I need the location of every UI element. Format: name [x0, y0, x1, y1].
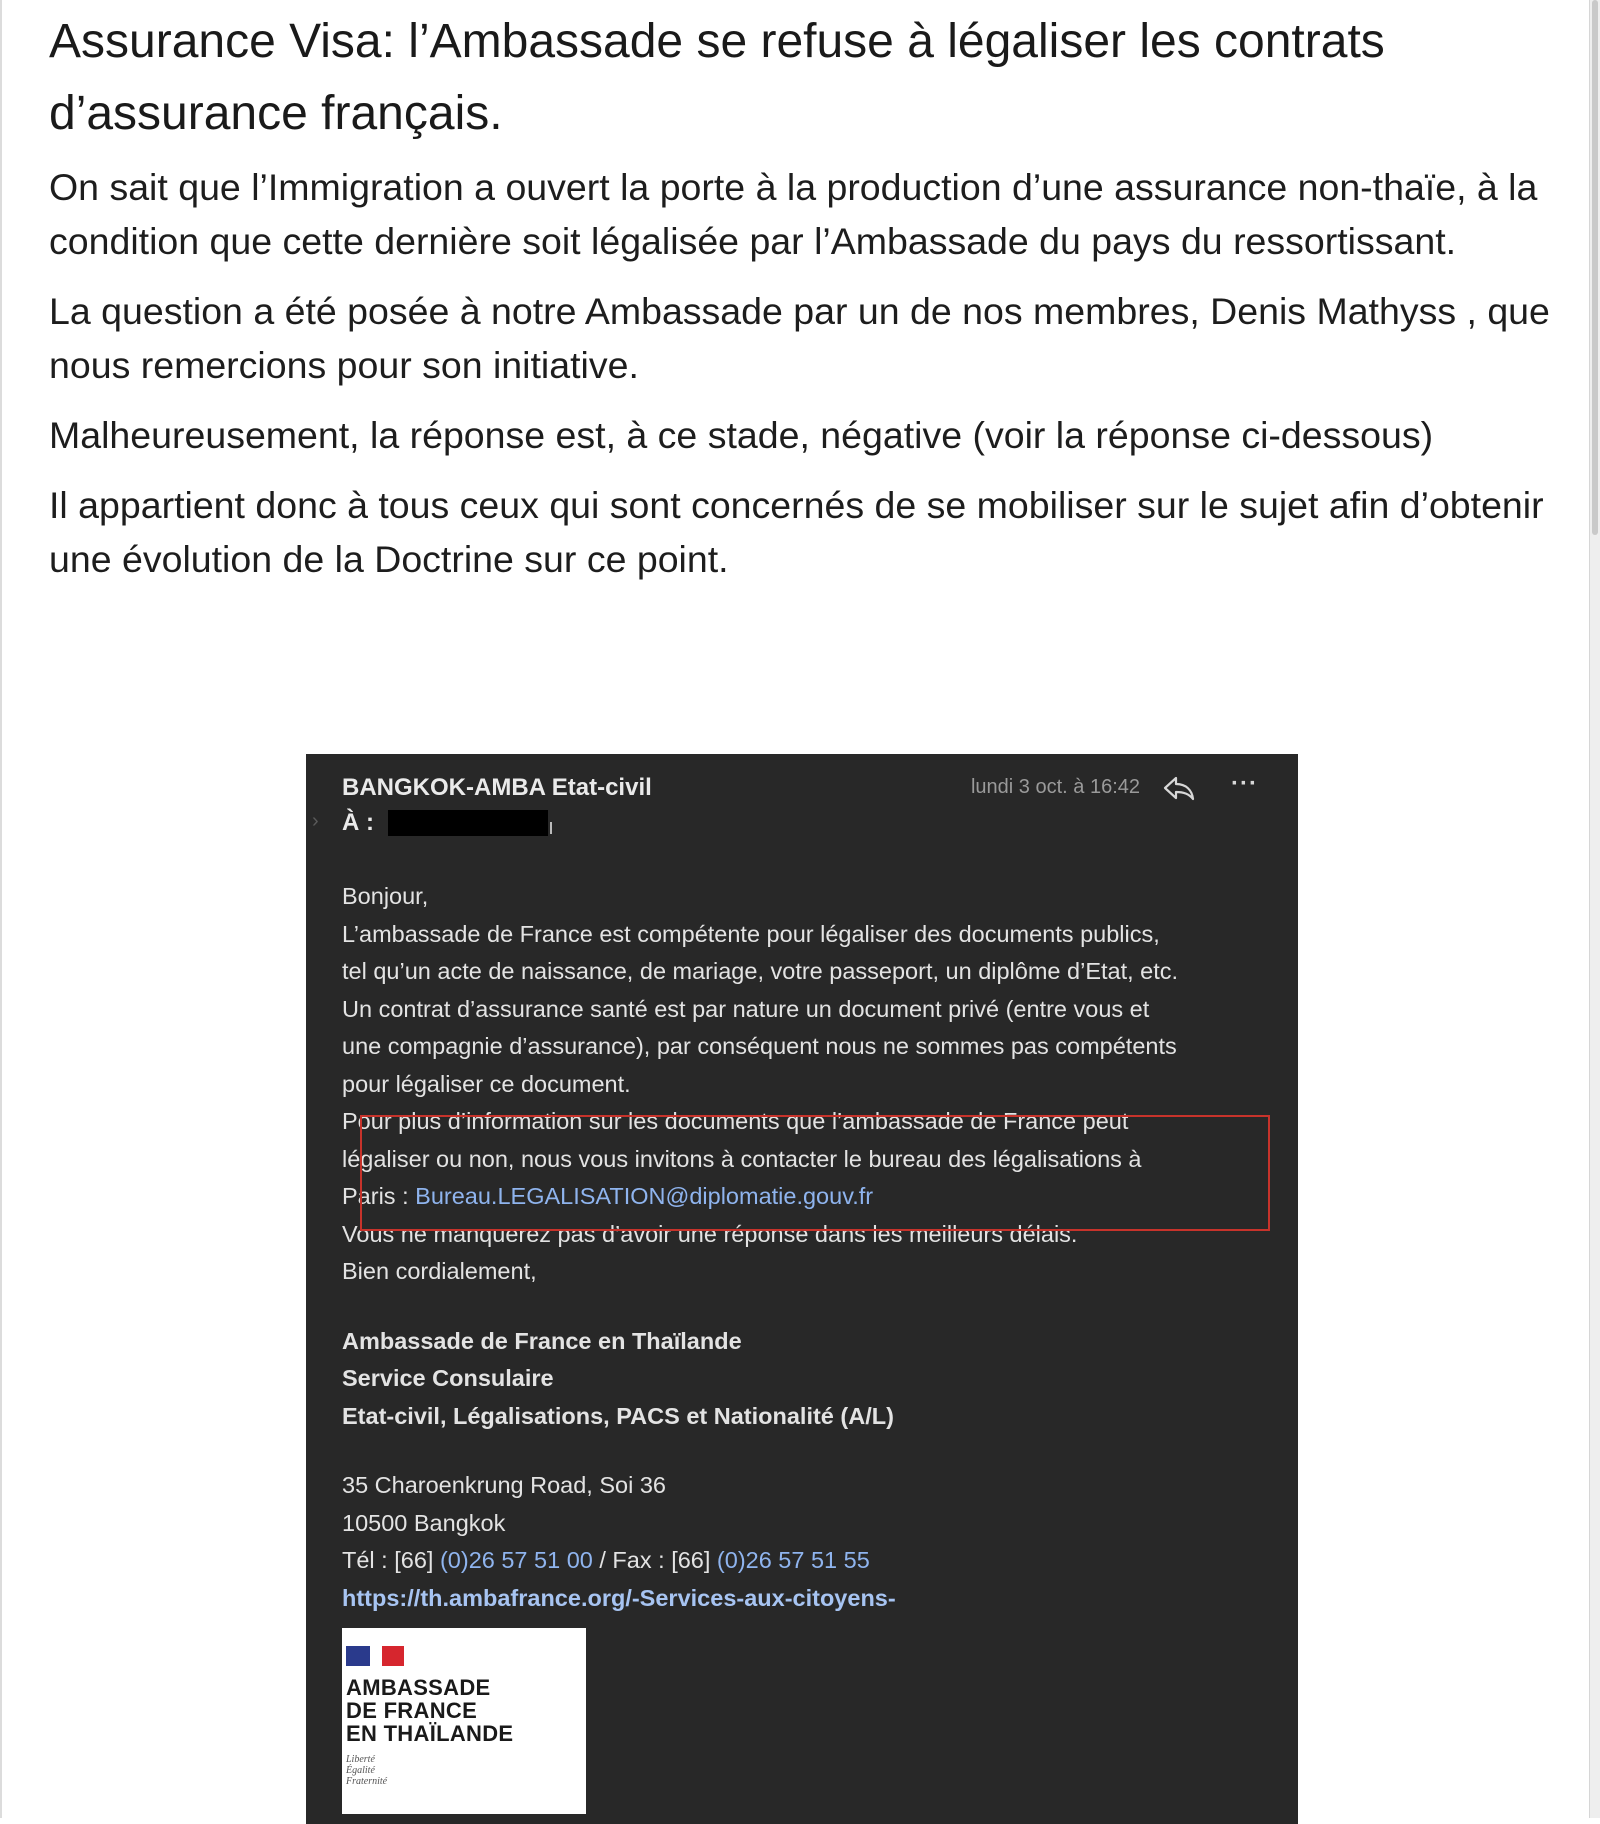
paris-prefix: Paris :: [342, 1183, 416, 1209]
post-paragraph: On sait que l’Immigration a ouvert la porte à la production d’une assurance non-thaïe, à la condition que cette dernière soit légalisée par l’Ambassade du pays du ressortissant.: [49, 166, 1538, 262]
post-paragraph: Malheureusement, la réponse est, à ce stade, négative (voir la réponse ci-dessous): [49, 414, 1434, 456]
email-highlighted-line: une compagnie d’assurance), par conséquent nous ne sommes pas compétents: [342, 1033, 1177, 1059]
email-body: [342, 878, 1272, 1617]
email-contact-line: [342, 1178, 1272, 1216]
more-icon[interactable]: ···: [1231, 770, 1258, 797]
logo-motto: [346, 1754, 387, 1787]
email-recipient-row: [342, 809, 552, 837]
email-screenshot: [306, 754, 1298, 1824]
email-header: [312, 770, 1274, 844]
scrollbar[interactable]: [1589, 0, 1600, 1818]
fax-label: / Fax : [66]: [592, 1547, 717, 1573]
email-greeting: Bonjour,: [342, 883, 429, 909]
signature-line: Etat-civil, Légalisations, PACS et Nationalité (A/L): [342, 1402, 894, 1429]
email-line: légaliser ou non, nous vous invitons à contacter le bureau des légalisations à: [342, 1145, 1142, 1172]
chevron-right-icon[interactable]: ›: [312, 810, 319, 832]
tel-label: Tél : [66]: [342, 1547, 440, 1573]
email-date: lundi 3 oct. à 16:42: [970, 776, 1140, 798]
address-line: 35 Charoenkrung Road, Soi 36: [342, 1472, 666, 1498]
contact-email-link[interactable]: Bureau.LEGALISATION@diplomatie.gouv.fr: [415, 1183, 874, 1209]
address-line: 10500 Bangkok: [342, 1509, 506, 1536]
post-paragraph: Il appartient donc à tous ceux qui sont concernés de se mobiliser sur le sujet afin d’obtenir une évolution de la Doctrine sur ce point.: [49, 484, 1544, 580]
post: [49, 6, 1569, 602]
redacted-recipient: [388, 810, 548, 836]
scrollbar-thumb[interactable]: [1592, 0, 1598, 535]
signature-line: Ambassade de France en Thaïlande: [342, 1327, 742, 1354]
embassy-logo: [342, 1628, 586, 1814]
logo-line: AMBASSADE: [346, 1675, 491, 1700]
reply-icon[interactable]: [1162, 774, 1196, 802]
post-paragraph: La question a été posée à notre Ambassade par un de nos membres, Denis Mathyss , que nous remercions pour son initiative.: [49, 290, 1550, 386]
website-link[interactable]: https://th.ambafrance.org/-Services-aux-citoyens-: [342, 1584, 896, 1611]
phone-line: [342, 1542, 1272, 1580]
email-line: Pour plus d’information sur les documents que l’ambassade de France peut: [342, 1108, 1129, 1134]
french-flag-icon: [346, 1646, 404, 1666]
fax-link[interactable]: (0)26 57 51 55: [716, 1547, 870, 1573]
motto-line: Liberté: [346, 1754, 375, 1765]
post-title: Assurance Visa: l’Ambassade se refuse à légaliser les contrats d’assurance français.: [49, 15, 1385, 140]
logo-line: DE FRANCE: [346, 1698, 478, 1723]
email-highlighted-line: Un contrat d’assurance santé est par nature un document privé (entre vous et: [342, 995, 1150, 1022]
to-label: À :: [342, 809, 374, 836]
email-line: L’ambassade de France est compétente pour légaliser des documents publics,: [342, 920, 1160, 947]
email-line: Vous ne manquerez pas d’avoir une réponse dans les meilleurs délais.: [342, 1220, 1078, 1247]
logo-line: EN THAÏLANDE: [346, 1721, 514, 1746]
logo-text: [346, 1676, 513, 1745]
tel-link[interactable]: (0)26 57 51 00: [439, 1547, 593, 1573]
email-line: tel qu’un acte de naissance, de mariage, votre passeport, un diplôme d’Etat, etc.: [342, 958, 1179, 984]
redaction-edge: [550, 822, 552, 834]
email-line: Bien cordialement,: [342, 1258, 537, 1284]
email-highlighted-line: pour légaliser ce document.: [342, 1070, 631, 1097]
signature-line: Service Consulaire: [342, 1365, 554, 1391]
motto-line: Fraternité: [346, 1776, 388, 1787]
motto-line: Égalité: [346, 1765, 375, 1776]
email-sender: BANGKOK-AMBA Etat-civil: [342, 774, 652, 801]
